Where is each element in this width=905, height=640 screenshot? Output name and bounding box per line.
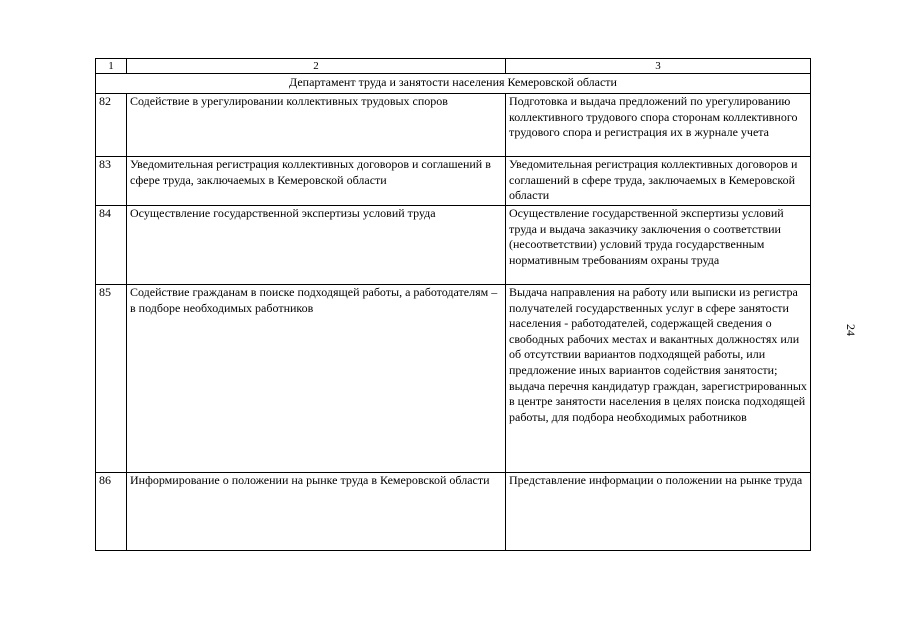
service-name: Информирование о положении на рынке труда в Кемеровской области: [127, 473, 506, 551]
service-result: Выдача направления на работу или выписки из регистра получателей государственных услуг в сфере занятости населения - работодателей, содержащей сведения о свободных рабочих местах и вакантных должностях или об отсутствии вариантов подходящей работы, или предложение иных вариантов содействия занятости; выдача перечня кандидатур граждан, зарегистрированных в центре занятости населения в целях поиска подходящей работы, для подбора необходимых работников: [506, 285, 811, 473]
service-name: Содействие в урегулировании коллективных трудовых споров: [127, 94, 506, 157]
service-name: Содействие гражданам в поиске подходящей работы, а работодателям – в подборе необходимых работников: [127, 285, 506, 473]
page-number: 24: [844, 324, 858, 336]
services-table: [95, 58, 811, 551]
row-number: 86: [96, 473, 127, 551]
row-number: 83: [96, 157, 127, 206]
row-number: 85: [96, 285, 127, 473]
table-row: [96, 94, 811, 157]
section-title: Департамент труда и занятости населения Кемеровской области: [96, 74, 811, 94]
column-number-2: 2: [127, 59, 506, 74]
service-result: Уведомительная регистрация коллективных договоров и соглашений в сфере труда, заключаемых в Кемеровской области: [506, 157, 811, 206]
service-result: Подготовка и выдача предложений по урегулированию коллективного трудового спора сторонам коллективного трудового спора и регистрация их в журнале учета: [506, 94, 811, 157]
service-result: Представление информации о положении на рынке труда: [506, 473, 811, 551]
column-number-3: 3: [506, 59, 811, 74]
service-result: Осуществление государственной экспертизы условий труда и выдача заказчику заключения о соответствии (несоответствии) условий труда государственным нормативным требованиям охраны труда: [506, 206, 811, 285]
table-row: [96, 473, 811, 551]
service-name: Осуществление государственной экспертизы условий труда: [127, 206, 506, 285]
row-number: 82: [96, 94, 127, 157]
table-row: [96, 206, 811, 285]
table-row: [96, 285, 811, 473]
column-number-1: 1: [96, 59, 127, 74]
row-number: 84: [96, 206, 127, 285]
section-title-row: [96, 74, 811, 94]
table-row: [96, 157, 811, 206]
service-name: Уведомительная регистрация коллективных договоров и соглашений в сфере труда, заключаемых в Кемеровской области: [127, 157, 506, 206]
column-numbers-row: [96, 59, 811, 74]
